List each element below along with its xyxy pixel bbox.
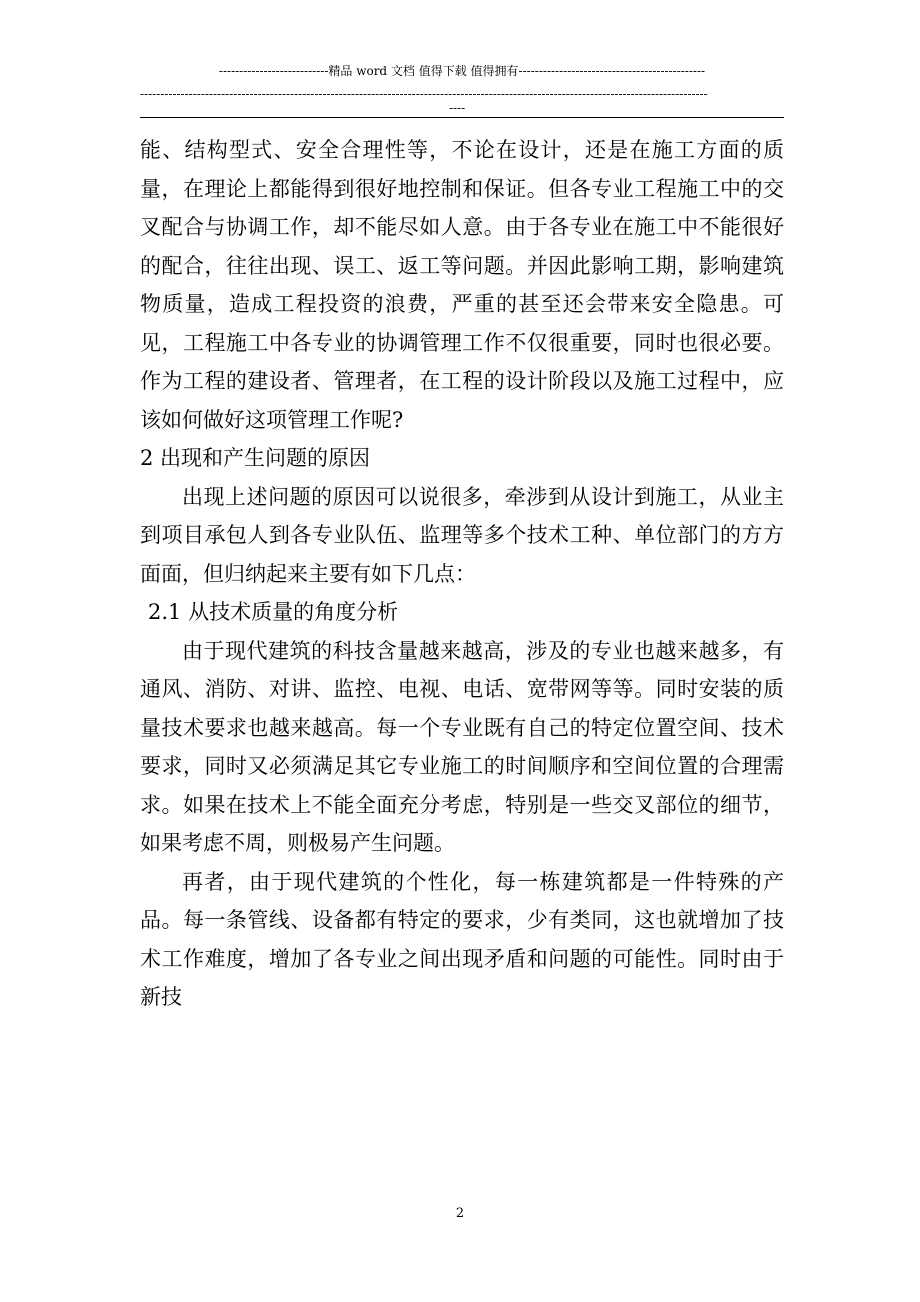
- header-dash-line-continued: ----: [449, 101, 466, 115]
- page-number: 2: [455, 1206, 465, 1221]
- header-dash-line: --------------------------------------------------------------------------------------------------------------------------------------------: [140, 87, 708, 101]
- section-heading: 2 出现和产生问题的原因: [140, 446, 371, 470]
- paragraph-continued: 能、结构型式、安全合理性等，不论在设计，还是在施工方面的质量，在理论上都能得到很好地控制和保证。但各专业工程施工中的交叉配合与协调工作，却不能尽如人意。由于各专业在施工中不能很好的配合，往往出现、误工、返工等问题。并因此影响工期，影响建筑物质量，造成工程投资的浪费，严重的甚至还会带来安全隐患。可见，工程施工中各专业的协调管理工作不仅很重要，同时也很必要。作为工程的建设者、管理者，在工程的设计阶段以及施工过程中，应该如何做好这项管理工作呢?: [140, 138, 784, 432]
- header-rule: [140, 117, 784, 118]
- document-body: [140, 131, 784, 1017]
- page-header: ---------------------------精品 word 文档 值得下载 值得拥有----------------------------------------------: [218, 64, 706, 78]
- paragraph: 由于现代建筑的科技含量越来越高，涉及的专业也越来越多，有通风、消防、对讲、监控、电视、电话、宽带网等等。同时安装的质量技术要求也越来越高。每一个专业既有自己的特定位置空间、技术要求，同时又必须满足其它专业施工的时间顺序和空间位置的合理需求。如果在技术上不能全面充分考虑，特别是一些交叉部位的细节，如果考虑不周，则极易产生问题。: [140, 638, 784, 855]
- paragraph: 再者，由于现代建筑的个性化，每一栋建筑都是一件特殊的产品。每一条管线、设备都有特定的要求，少有类同，这也就增加了技术工作难度，增加了各专业之间出现矛盾和问题的可能性。同时由于新技: [140, 869, 784, 1009]
- paragraph: 出现上述问题的原因可以说很多，牵涉到从设计到施工，从业主到项目承包人到各专业队伍、监理等多个技术工种、单位部门的方方面面，但归纳起来主要有如下几点：: [140, 484, 784, 586]
- subsection-heading: 2.1 从技术质量的角度分析: [148, 600, 399, 624]
